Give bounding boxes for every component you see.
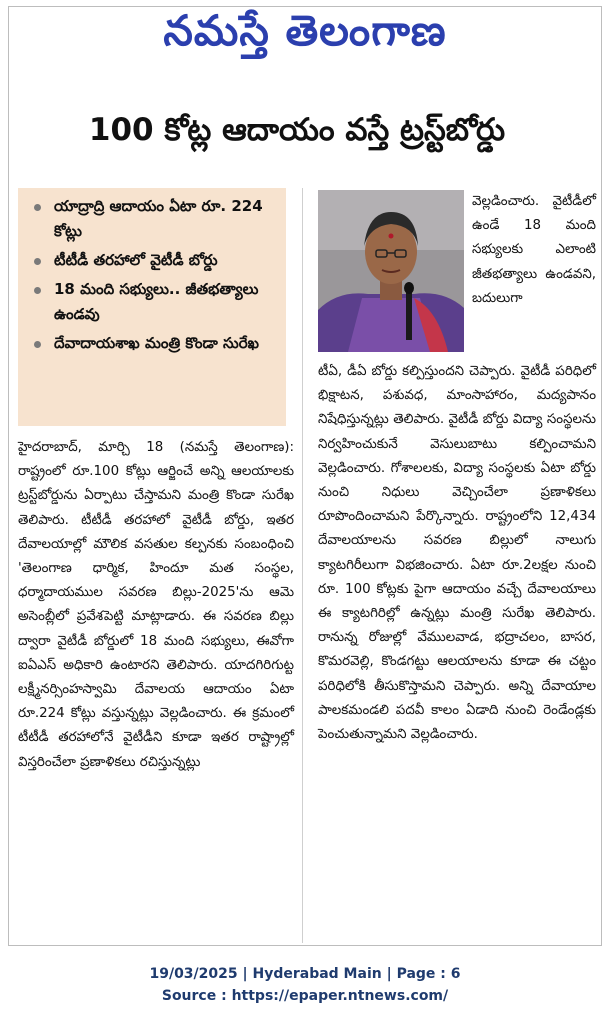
article-body-right-top <box>472 190 596 311</box>
newspaper-masthead: నమస్తే తెలంగాణ <box>163 6 447 55</box>
article-body-left-column <box>18 436 294 775</box>
article-body-right-column <box>318 360 596 747</box>
edition-info: 19/03/2025 | Hyderabad Main | Page : 6 <box>149 966 461 982</box>
highlight-item: టీటీడీ తరహాలో వైటీడీ బోర్డు <box>32 248 276 273</box>
column-divider <box>302 188 303 943</box>
highlight-item: యాద్రాద్రి ఆదాయం ఏటా రూ. 224 కోట్లు <box>32 194 276 244</box>
article-headline: 100 కోట్ల ఆదాయం వస్తే ట్రస్ట్‌బోర్డు <box>88 112 506 148</box>
highlight-item: దేవాదాయశాఖ మంత్రి కొండా సురేఖ <box>32 331 276 356</box>
source-link: Source : https://epaper.ntnews.com/ <box>161 988 449 1004</box>
minister-photo <box>318 190 464 352</box>
article-paragraph: టీఏ, డీఏ బోర్డు కల్పిస్తుందని చెప్పారు. వైటీడీ పరిధిలో భిక్షాటన, పశువధ, మాంసాహారం, మద్యపానం నిషేధిస్తున్నట్లు తెలిపారు. వైటీడీ బోర్డు విద్యా సంస్థలను నిర్వహించుకునే వెసులుబాటు కల్పించామని వెల్లడించారు. గోశాలలకు, విద్యా సంస్థలకు ఏటా బోర్డు నుంచి నిధులు వెచ్చించేలా ప్రణాళికలు రూపొందించామని పేర్కొన్నారు. రాష్ట్రంలోని 12,434 దేవాలయాలను సవరణ బిల్లులో నాలుగు క్యాటగిరీలుగా విభజించారు. ఏటా రూ.2లక్షల నుంచి రూ. 100 కోట్లకు పైగా ఆదాయం వచ్చే దేవాలయాలు ఈ క్యాటగిరిల్లో ఉన్నట్లు మంత్రి సురేఖ తెలిపారు. రానున్న రోజుల్లో వేములవాడ, భద్రాచలం, బాసర, కొమరవెల్లి, కొండగట్టు ఆలయాలను కూడా ఈ చట్టం పరిధిలోకి తీసుకొస్తామని చెప్పారు. అన్ని దేవాయాల పాలకమండలి పదవీ కాలం ఏడాది నుంచి రెండేండ్లకు పెంచుతున్నామని వెల్లడించారు. <box>318 364 596 743</box>
highlights-list <box>32 194 276 356</box>
article-paragraph: హైదరాబాద్, మార్చి 18 (నమస్తే తెలంగాణ): రాష్ట్రంలో రూ.100 కోట్లు ఆర్జించే అన్ని ఆలయాలకు ట్రస్ట్‌బోర్డును ఏర్పాటు చేస్తామని మంత్రి కొండా సురేఖ తెలిపారు. టీటీడీ తరహాలో వైటీడీ బోర్డు, ఇతర దేవాలయాల్లో మౌలిక వసతుల కల్పనకు సంబంధించి 'తెలంగాణ ధార్మిక, హిందూ మత సంస్థల, ధర్మాదాయముల సవరణ బిల్లు-2025'ను ఆమె అసెంబ్లీలో ప్రవేశపెట్టి మాట్లాడారు. ఈ సవరణ బిల్లు ద్వారా వైటీడీ బోర్డులో 18 మంది సభ్యులు, ఈవోగా ఐఏఎస్ అధికారి ఉంటారని తెలిపారు. యాదగిరిగుట్ట లక్ష్మీనర్సింహస్వామి దేవాలయ ఆదాయం ఏటా రూ.224 కోట్లు వస్తున్నట్లు వెల్లడించారు. ఈ క్రమంలో టీటీడీ తరహాలోనే వైటీడీని కూడా ఇతర రాష్ట్రాల్లో విస్తరించేలా ప్రణాళికలు రచిస్తున్నట్లు <box>18 440 294 770</box>
person-portrait-icon <box>318 190 464 352</box>
highlights-box <box>18 188 286 426</box>
article-paragraph: వెల్లడించారు. వైటీడీలో ఉండే 18 మంది సభ్యులకు ఎలాంటి జీతభత్యాలు ఉండవని, బదులుగా <box>472 194 596 306</box>
highlight-item: 18 మంది సభ్యులు.. జీతభత్యాలు ఉండవు <box>32 277 276 327</box>
